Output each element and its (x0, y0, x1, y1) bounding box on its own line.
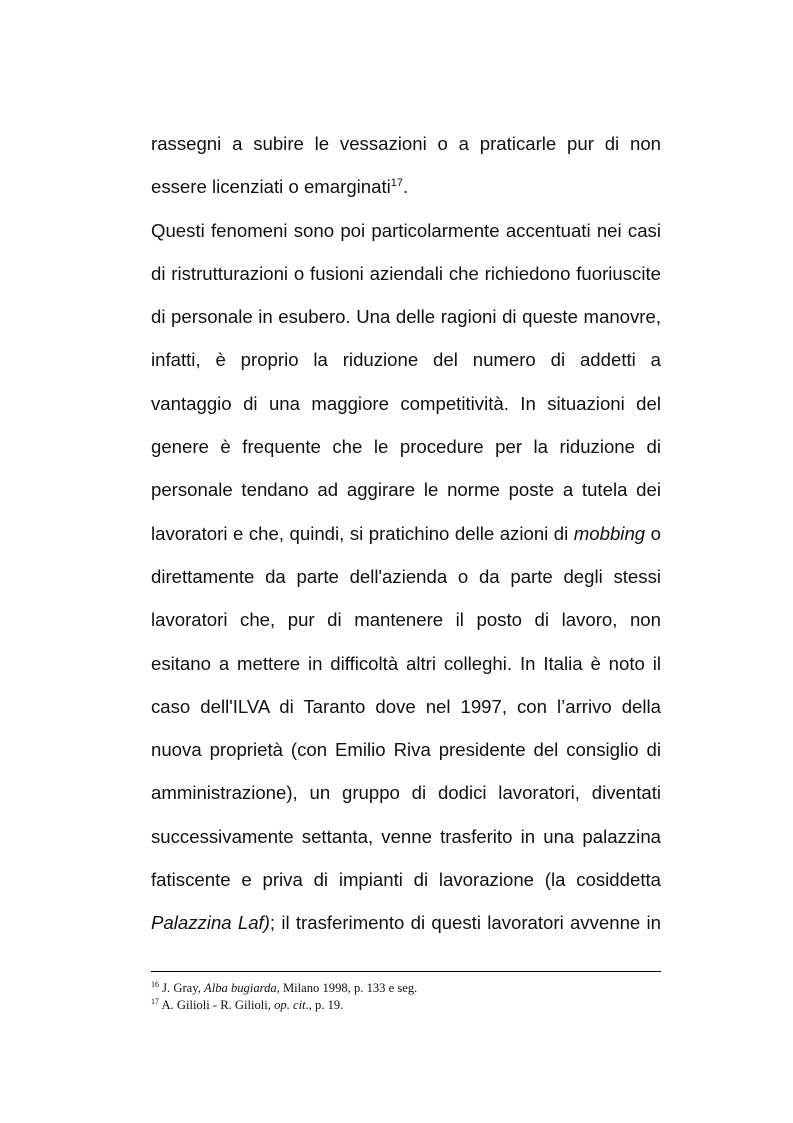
italic-term: mobbing (573, 522, 646, 544)
footnote-title: Alba bugiarda (204, 981, 277, 995)
text-line: lavoratori che, pur di mantenere il posto di lavoro, non (151, 609, 661, 631)
text-line: genere è frequente che le procedure per la riduzione di (151, 436, 661, 458)
italic-term: Palazzina Laf) (151, 912, 270, 934)
text-line: rassegni a subire le vessazioni o a praticarle pur di non (151, 133, 661, 154)
text-line: di personale in esubero. Una delle ragioni di queste manovre, (151, 306, 661, 328)
footnotes (151, 980, 661, 1014)
footnote: $^{16}$ J. Gray, Alba bugiarda, Milano 1998, p. 133 e seg. (151, 980, 418, 995)
text-line: successivamente settanta, venne trasferito in una palazzina (151, 825, 661, 847)
text-line: personale tendano ad aggirare le norme poste a tutela dei (151, 479, 661, 501)
text-line: essere licenziati o emarginati$^{17}$. (151, 176, 409, 198)
text-line: vantaggio di una maggiore competitività. In situazioni del (151, 392, 661, 414)
footnote: $^{17}$ A. Gilioli - R. Gilioli, op. cit., p. 19. (151, 997, 344, 1012)
text-line: amministrazione), un gruppo di dodici lavoratori, diventati (151, 782, 661, 804)
text-line: esitano a mettere in difficoltà altri colleghi. In Italia è noto il (151, 652, 661, 674)
text-line: di ristrutturazioni o fusioni aziendali che richiedono fuoriuscite (151, 262, 661, 284)
text-line: nuova proprietà (con Emilio Riva presidente del consiglio di (151, 739, 661, 761)
text-line: direttamente da parte dell'azienda o da parte degli stessi (151, 565, 661, 587)
footnote-ref[interactable]: 17 (390, 177, 404, 190)
footnote-number: 16 (151, 980, 159, 989)
body-text (151, 122, 661, 945)
text-line: lavoratori e che, quindi, si pratichino delle azioni di mobbing o (151, 522, 661, 544)
text-line: Palazzina Laf); il trasferimento di questi lavoratori avvenne in (151, 912, 661, 934)
text-line: infatti, è proprio la riduzione del numero di addetti a (151, 349, 661, 371)
footnote-title: op. cit (274, 998, 306, 1012)
text-line: Questi fenomeni sono poi particolarmente accentuati nei casi (151, 219, 661, 241)
footnote-separator (151, 971, 661, 972)
text-line: fatiscente e priva di impianti di lavorazione (la cosiddetta (151, 869, 661, 891)
text-line: caso dell'ILVA di Taranto dove nel 1997, con l’arrivo della (151, 695, 661, 717)
footnote-number: 17 (151, 997, 159, 1006)
